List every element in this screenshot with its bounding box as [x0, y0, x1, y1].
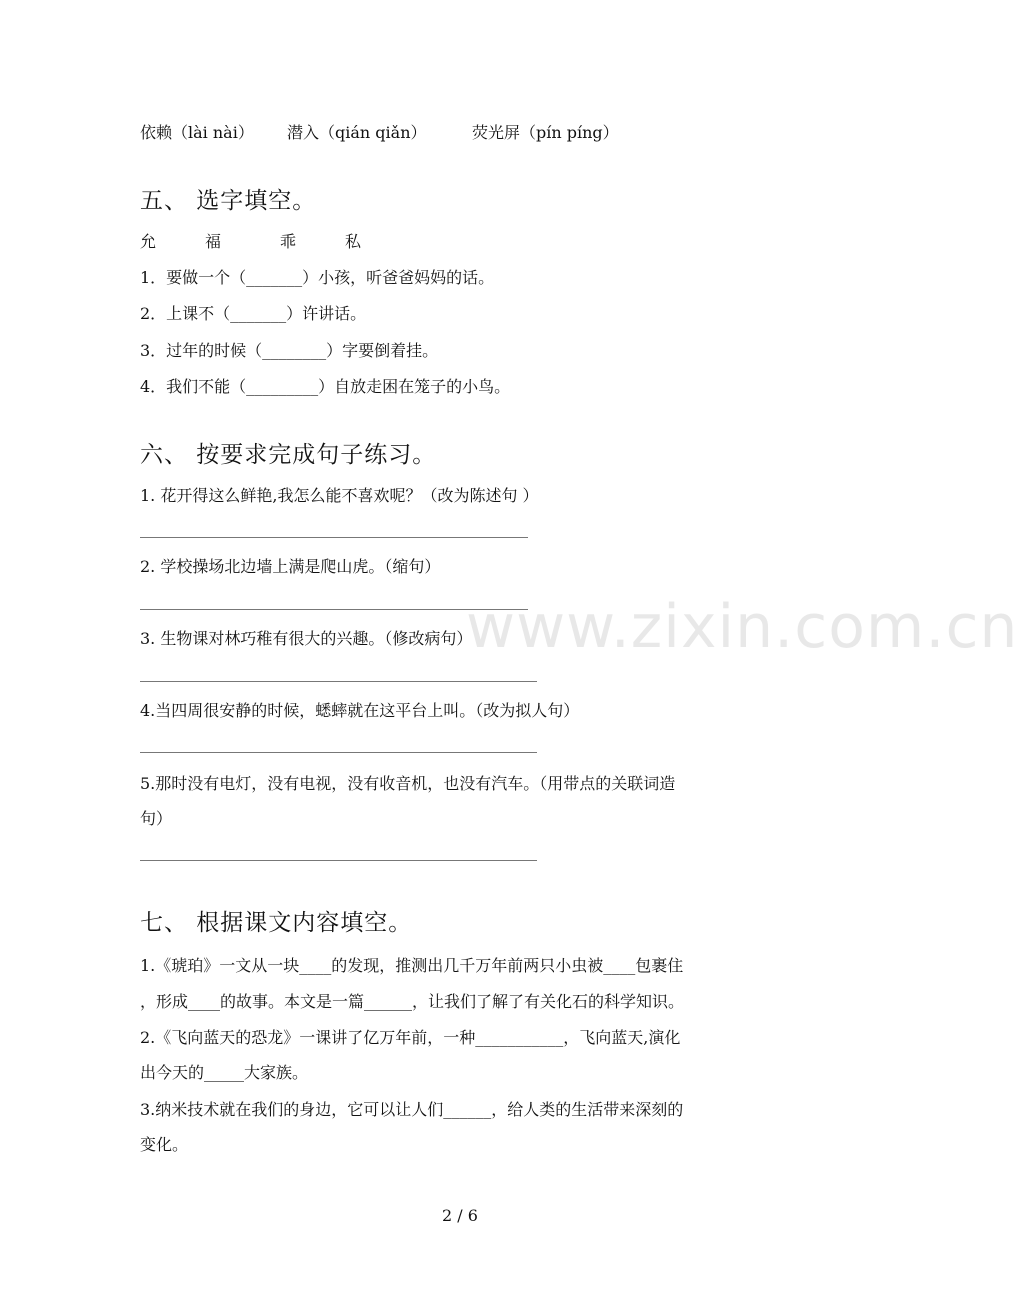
section7-line-4: 出今天的_____大家族。 — [140, 1063, 309, 1082]
section6-question-1: 1. 花开得这么鲜艳,我怎么能不喜欢呢？（改为陈述句 ） — [140, 486, 539, 505]
section7-line-3: 2.《飞向蓝天的恐龙》一课讲了亿万年前，一种___________，飞向蓝天,演化 — [140, 1028, 681, 1047]
section7-line-5: 3.纳米技术就在我们的身边，它可以让人们______，给人类的生活带来深刻的 — [140, 1100, 684, 1119]
answer-line-3 — [140, 681, 537, 682]
pinyin-item-1: 依赖（lài nài） — [140, 123, 254, 142]
section7-line-1: 1.《琥珀》一文从一块____的发现，推测出几千万年前两只小虫被____包裹住 — [140, 956, 684, 975]
char-choice-1: 允 — [140, 232, 157, 251]
section5-question-4: 4．我们不能（_________）自放走困在笼子的小鸟。 — [140, 377, 511, 396]
char-choice-4: 私 — [345, 232, 362, 251]
pinyin-item-2: 潜入（qián qiǎn） — [287, 123, 427, 142]
answer-line-4 — [140, 752, 537, 753]
pinyin-item-3: 荧光屏（pín píng） — [472, 123, 619, 142]
page-number: 2 / 6 — [442, 1206, 478, 1225]
watermark: www.zixin.com.cn — [466, 592, 1018, 662]
section6-question-5-cont: 句） — [140, 809, 173, 828]
section6-question-3: 3. 生物课对林巧稚有很大的兴趣。（修改病句） — [140, 629, 473, 648]
char-choice-2: 福 — [205, 232, 222, 251]
section6-question-5: 5.那时没有电灯，没有电视，没有收音机，也没有汽车。（用带点的关联词造 — [140, 774, 676, 793]
section5-title: 五、 选字填空。 — [140, 188, 317, 214]
answer-line-5 — [140, 860, 537, 861]
section5-question-3: 3．过年的时候（________）字要倒着挂。 — [140, 341, 439, 360]
answer-line-1 — [140, 537, 528, 538]
char-choice-3: 乖 — [280, 232, 297, 251]
section7-title: 七、 根据课文内容填空。 — [140, 910, 413, 936]
section7-line-2: ，形成____的故事。本文是一篇______，让我们了解了有关化石的科学知识。 — [140, 992, 685, 1011]
section6-title: 六、 按要求完成句子练习。 — [140, 442, 437, 468]
section7-line-6: 变化。 — [140, 1135, 189, 1154]
section5-question-2: 2．上课不（_______）许讲话。 — [140, 304, 367, 323]
section6-question-2: 2. 学校操场北边墙上满是爬山虎。（缩句） — [140, 557, 441, 576]
section5-question-1: 1．要做一个（_______）小孩，听爸爸妈妈的话。 — [140, 268, 495, 287]
section6-question-4: 4.当四周很安静的时候，蟋蟀就在这平台上叫。（改为拟人句） — [140, 701, 580, 720]
